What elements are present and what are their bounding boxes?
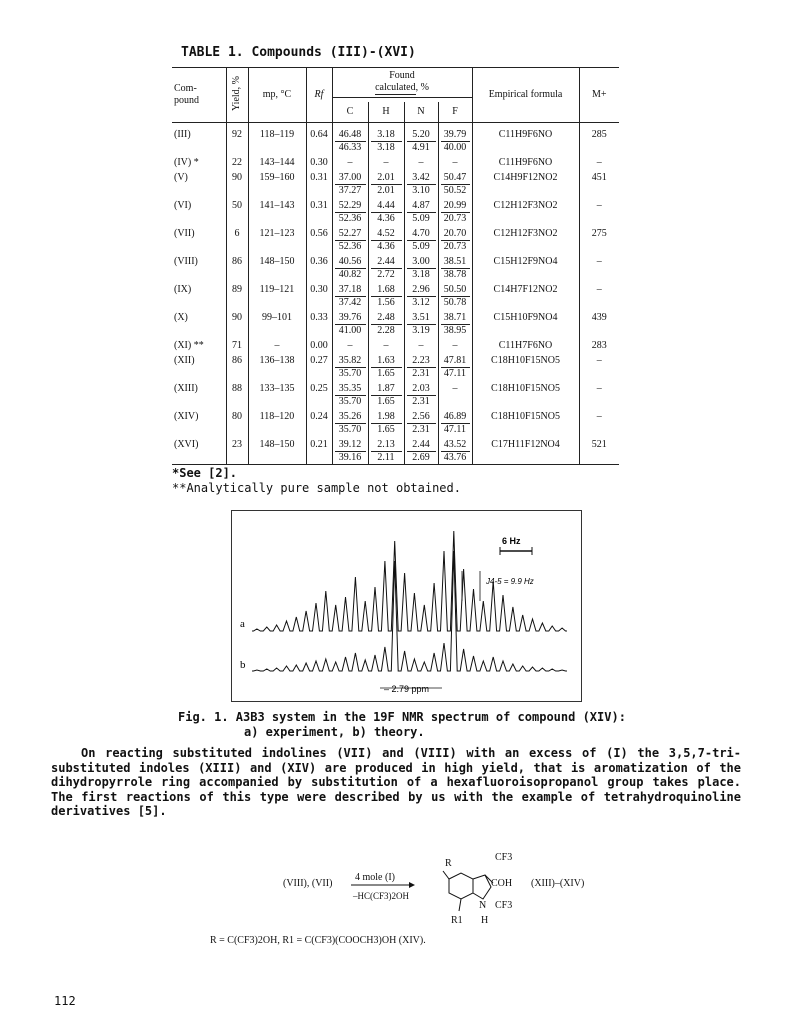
- value-calculated-n: 2.31: [412, 368, 430, 379]
- value-found-c: 39.12: [335, 439, 366, 452]
- cell-m: –: [579, 281, 619, 309]
- value-calculated-n: 3.12: [412, 297, 430, 308]
- header-percent: , %: [415, 82, 429, 93]
- cell-h: [368, 123, 404, 155]
- cell-m: 275: [579, 225, 619, 253]
- cell-c: [332, 380, 368, 408]
- indole-hydrogen: H: [481, 915, 489, 926]
- value-calculated-c: 35.70: [338, 368, 362, 379]
- cell-f: [438, 197, 472, 225]
- cell-m: –: [579, 253, 619, 281]
- cell-rf: 0.33: [306, 309, 332, 337]
- cell-mp: 99–101: [248, 309, 306, 337]
- cell-f: [438, 253, 472, 281]
- header-formula: Empirical formula: [472, 68, 579, 123]
- cell-formula: C14H9F12NO2: [472, 169, 579, 197]
- value-found-h: –: [383, 157, 389, 168]
- header-mp: mp, °C: [248, 68, 306, 123]
- cell-m: 521: [579, 436, 619, 465]
- cell-m: 283: [579, 337, 619, 352]
- cell-n: [404, 281, 438, 309]
- cell-n: [404, 169, 438, 197]
- table-title: TABLE 1. Compounds (III)-(XVI): [181, 45, 416, 60]
- cell-rf: 0.21: [306, 436, 332, 465]
- value-calculated-n: 2.69: [412, 452, 430, 463]
- cell-rf: 0.00: [306, 337, 332, 352]
- cell-rf: 0.27: [306, 352, 332, 380]
- value-calculated-h: 3.18: [377, 142, 395, 153]
- value-found-n: 3.51: [407, 312, 436, 325]
- cell-c: [332, 408, 368, 436]
- cell-c: [332, 309, 368, 337]
- value-found-h: 1.98: [371, 411, 402, 424]
- cell-c: [332, 281, 368, 309]
- cell-c: [332, 253, 368, 281]
- table-row: [172, 197, 619, 225]
- value-found-c: 46.48: [335, 129, 366, 142]
- value-found-n: 2.03: [407, 383, 436, 396]
- value-found-h: 1.87: [371, 383, 402, 396]
- cell-f: [438, 309, 472, 337]
- value-calculated-c: 40.82: [338, 269, 362, 280]
- value-found-h: 2.44: [371, 256, 402, 269]
- cell-mp: 133–135: [248, 380, 306, 408]
- cell-yield: 90: [226, 169, 248, 197]
- cell-mp: 118–120: [248, 408, 306, 436]
- cell-f: [438, 352, 472, 380]
- cell-yield: 71: [226, 337, 248, 352]
- reaction-arrow: [351, 880, 415, 890]
- value-found-f: 50.47: [441, 172, 470, 185]
- value-found-n: 5.20: [407, 129, 436, 142]
- cell-compound: (VI): [174, 200, 192, 211]
- cell-n: [404, 123, 438, 155]
- cell-rf: 0.31: [306, 197, 332, 225]
- value-calculated-c: 46.33: [338, 142, 362, 153]
- value-calculated-n: 3.19: [412, 325, 430, 336]
- value-calculated-h: 2.72: [377, 269, 395, 280]
- value-found-f: 20.99: [441, 200, 470, 213]
- cell-rf: 0.56: [306, 225, 332, 253]
- cell-compound: (XI) **: [174, 340, 204, 351]
- value-found-c: 37.18: [335, 284, 366, 297]
- table-row: [172, 380, 619, 408]
- value-found-c: 35.35: [335, 383, 366, 396]
- value-calculated-c: 35.70: [338, 424, 362, 435]
- cell-yield: 90: [226, 309, 248, 337]
- cell-yield: 6: [226, 225, 248, 253]
- page-number: 112: [54, 994, 76, 1008]
- value-found-n: 4.70: [407, 228, 436, 241]
- table-row: [172, 408, 619, 436]
- scheme-products: (XIII)–(XIV): [531, 878, 585, 889]
- cell-compound: (IV) *: [174, 157, 199, 168]
- cell-formula: C14H7F12NO2: [472, 281, 579, 309]
- cell-rf: 0.24: [306, 408, 332, 436]
- cell-c: [332, 225, 368, 253]
- header-n: N: [404, 102, 438, 123]
- cell-formula: C18H10F15NO5: [472, 408, 579, 436]
- value-found-n: 3.00: [407, 256, 436, 269]
- scheme-reagent-top: 4 mole (I): [355, 872, 395, 883]
- cell-n: [404, 352, 438, 380]
- cell-yield: 50: [226, 197, 248, 225]
- value-found-h: 4.52: [371, 228, 402, 241]
- value-found-h: 3.18: [371, 129, 402, 142]
- value-found-h: 4.44: [371, 200, 402, 213]
- table-row: [172, 169, 619, 197]
- value-found-f: 47.81: [441, 355, 470, 368]
- cell-f: [438, 123, 472, 155]
- value-found-f: –: [452, 340, 458, 351]
- cell-f: [438, 380, 472, 408]
- value-found-c: 39.76: [335, 312, 366, 325]
- cell-n: [404, 197, 438, 225]
- value-calculated-n: 5.09: [412, 241, 430, 252]
- cell-h: [368, 436, 404, 465]
- cell-mp: 136–138: [248, 352, 306, 380]
- cell-compound: (VIII): [174, 256, 198, 267]
- table-row: [172, 154, 619, 169]
- value-found-n: 3.42: [407, 172, 436, 185]
- cell-yield: 86: [226, 253, 248, 281]
- cell-m: –: [579, 408, 619, 436]
- nmr-spectrum-plot: [232, 511, 581, 701]
- cell-f: [438, 337, 472, 352]
- trace-b-theory: [252, 551, 567, 671]
- table-row: [172, 436, 619, 465]
- chemical-shift-label: – 2.79 ppm: [384, 684, 430, 694]
- value-calculated-f: 47.11: [443, 368, 467, 379]
- value-found-h: 2.13: [371, 439, 402, 452]
- cell-formula: C11H7F6NO: [472, 337, 579, 352]
- value-calculated-n: 3.10: [412, 185, 430, 196]
- header-f: F: [438, 102, 472, 123]
- cell-formula: C15H10F9NO4: [472, 309, 579, 337]
- cell-compound: (XIII): [174, 383, 198, 394]
- value-calculated-c: 52.36: [338, 241, 362, 252]
- figure-caption: [178, 710, 658, 740]
- table-row: [172, 309, 619, 337]
- value-found-c: 52.27: [335, 228, 366, 241]
- value-found-c: –: [347, 157, 353, 168]
- cell-n: [404, 337, 438, 352]
- value-calculated-h: 2.28: [377, 325, 395, 336]
- value-calculated-c: 41.00: [338, 325, 362, 336]
- compounds-table: [172, 67, 619, 465]
- cell-m: –: [579, 197, 619, 225]
- scheme-reactants: (VIII), (VII): [283, 878, 333, 889]
- cell-n: [404, 225, 438, 253]
- header-compound: Com- pound: [172, 68, 226, 123]
- cell-rf: 0.36: [306, 253, 332, 281]
- value-found-n: 2.56: [407, 411, 436, 424]
- cell-m: 451: [579, 169, 619, 197]
- cell-h: [368, 380, 404, 408]
- cell-yield: 80: [226, 408, 248, 436]
- cell-m: –: [579, 154, 619, 169]
- value-calculated-f: 38.78: [443, 269, 467, 280]
- value-calculated-c: 35.70: [338, 396, 362, 407]
- table-body: [172, 123, 619, 466]
- indole-structure: [435, 865, 505, 920]
- value-calculated-f: 20.73: [443, 213, 467, 224]
- cell-n: [404, 309, 438, 337]
- cell-formula: C17H11F12NO4: [472, 436, 579, 465]
- value-calculated-f: 50.78: [443, 297, 467, 308]
- caption-line-1: Fig. 1. A3B3 system in the 19F NMR spectrum of compound (XIV):: [178, 710, 626, 724]
- cell-formula: C11H9F6NO: [472, 154, 579, 169]
- cell-h: [368, 197, 404, 225]
- value-calculated-c: 37.27: [338, 185, 362, 196]
- cell-h: [368, 337, 404, 352]
- value-found-n: –: [418, 340, 424, 351]
- caption-line-2: a) experiment, b) theory.: [244, 725, 425, 739]
- cell-n: [404, 380, 438, 408]
- header-calculated: calculated: [375, 82, 416, 93]
- cell-yield: 23: [226, 436, 248, 465]
- header-c: C: [332, 102, 368, 123]
- cell-n: [404, 408, 438, 436]
- value-calculated-f: 47.11: [443, 424, 467, 435]
- substituent-r: R: [445, 858, 452, 869]
- value-calculated-n: 3.18: [412, 269, 430, 280]
- trace-b-label: b: [240, 659, 246, 671]
- cell-rf: 0.64: [306, 123, 332, 155]
- value-found-f: 43.52: [441, 439, 470, 452]
- value-calculated-c: 37.42: [338, 297, 362, 308]
- cell-compound: (VII): [174, 228, 195, 239]
- cell-mp: 119–121: [248, 281, 306, 309]
- header-m: M+: [579, 68, 619, 123]
- value-found-f: 50.50: [441, 284, 470, 297]
- cell-h: [368, 408, 404, 436]
- value-found-c: 35.82: [335, 355, 366, 368]
- cell-mp: 141–143: [248, 197, 306, 225]
- footnote-not-pure: **Analytically pure sample not obtained.: [172, 481, 461, 495]
- cell-c: [332, 197, 368, 225]
- value-found-f: –: [452, 157, 458, 168]
- cell-m: 439: [579, 309, 619, 337]
- value-calculated-f: 50.52: [443, 185, 467, 196]
- cell-h: [368, 154, 404, 169]
- cell-f: [438, 154, 472, 169]
- value-calculated-n: 5.09: [412, 213, 430, 224]
- table-row: [172, 253, 619, 281]
- value-calculated-h: 1.65: [377, 368, 395, 379]
- body-paragraph: On reacting substituted indolines (VII) and (VIII) with an excess of (I) the 3,5,7-tri-substituted indoles (XIII) and (XIV) are produced in high yield, that is aromatization of the dihydropyrrole ring accompanied by substitution of a hexafluoroisopropanol group takes place. The first reactions of this type were described by us with the example of tetrahydroquinoline derivatives [5].: [51, 746, 741, 818]
- cell-mp: –: [248, 337, 306, 352]
- cell-compound: (X): [174, 312, 188, 323]
- cell-h: [368, 352, 404, 380]
- cell-h: [368, 253, 404, 281]
- substituent-cf3-bottom: CF3: [495, 900, 513, 911]
- cell-rf: 0.30: [306, 154, 332, 169]
- footnote-see: *See [2].: [172, 466, 238, 480]
- cell-m: 285: [579, 123, 619, 155]
- cell-m: –: [579, 380, 619, 408]
- value-calculated-h: 1.65: [377, 424, 395, 435]
- value-found-f: 46.89: [441, 411, 470, 424]
- cell-n: [404, 253, 438, 281]
- cell-c: [332, 123, 368, 155]
- value-calculated-n: 2.31: [412, 424, 430, 435]
- value-calculated-f: 40.00: [443, 142, 467, 153]
- cell-c: [332, 436, 368, 465]
- table-footnotes: [172, 466, 461, 496]
- value-calculated-f: 20.73: [443, 241, 467, 252]
- value-calculated-h: 1.65: [377, 396, 395, 407]
- cell-f: [438, 281, 472, 309]
- value-found-f: 38.71: [441, 312, 470, 325]
- value-calculated-h: 4.36: [377, 241, 395, 252]
- value-found-f: 38.51: [441, 256, 470, 269]
- cell-compound: (XII): [174, 355, 195, 366]
- scale-label: 6 Hz: [502, 536, 521, 546]
- cell-mp: 143–144: [248, 154, 306, 169]
- cell-rf: 0.31: [306, 169, 332, 197]
- value-found-h: 2.48: [371, 312, 402, 325]
- cell-yield: 89: [226, 281, 248, 309]
- trace-a-label: a: [240, 618, 245, 630]
- value-found-h: 1.63: [371, 355, 402, 368]
- cell-yield: 92: [226, 123, 248, 155]
- header-rf: Rf: [306, 68, 332, 123]
- cell-n: [404, 154, 438, 169]
- cell-mp: 121–123: [248, 225, 306, 253]
- substituent-coh: COH: [491, 878, 513, 889]
- cell-mp: 148–150: [248, 253, 306, 281]
- value-found-f: –: [452, 383, 458, 394]
- value-found-n: 2.44: [407, 439, 436, 452]
- value-found-c: –: [347, 340, 353, 351]
- value-found-h: 2.01: [371, 172, 402, 185]
- value-found-n: –: [418, 157, 424, 168]
- value-found-c: 35.26: [335, 411, 366, 424]
- value-calculated-c: 39.16: [338, 452, 362, 463]
- cell-rf: 0.30: [306, 281, 332, 309]
- value-calculated-f: 38.95: [443, 325, 467, 336]
- value-found-c: 37.00: [335, 172, 366, 185]
- cell-h: [368, 225, 404, 253]
- value-found-f: 20.70: [441, 228, 470, 241]
- cell-h: [368, 309, 404, 337]
- table-row: [172, 281, 619, 309]
- table-row: [172, 337, 619, 352]
- cell-compound: (III): [174, 129, 191, 140]
- cell-h: [368, 281, 404, 309]
- cell-compound: (IX): [174, 284, 192, 295]
- cell-f: [438, 436, 472, 465]
- cell-formula: C15H12F9NO4: [472, 253, 579, 281]
- cell-compound: (V): [174, 172, 188, 183]
- reaction-scheme: [205, 852, 625, 950]
- cell-c: [332, 352, 368, 380]
- value-found-h: 1.68: [371, 284, 402, 297]
- table-row: [172, 225, 619, 253]
- value-calculated-n: 2.31: [412, 396, 430, 407]
- substituent-r1: R1: [451, 915, 463, 926]
- cell-mp: 148–150: [248, 436, 306, 465]
- cell-f: [438, 225, 472, 253]
- cell-mp: 159–160: [248, 169, 306, 197]
- cell-m: –: [579, 352, 619, 380]
- nmr-spectrum-figure: [231, 510, 582, 702]
- value-calculated-h: 2.11: [377, 452, 395, 463]
- value-found-n: 2.23: [407, 355, 436, 368]
- cell-yield: 86: [226, 352, 248, 380]
- cell-h: [368, 169, 404, 197]
- cell-formula: C18H10F15NO5: [472, 380, 579, 408]
- value-calculated-h: 2.01: [377, 185, 395, 196]
- cell-f: [438, 408, 472, 436]
- cell-formula: C12H12F3NO2: [472, 225, 579, 253]
- value-calculated-f: 43.76: [443, 452, 467, 463]
- header-yield: Yield, %: [226, 68, 248, 123]
- cell-formula: C12H12F3NO2: [472, 197, 579, 225]
- value-found-n: 4.87: [407, 200, 436, 213]
- value-found-c: 40.56: [335, 256, 366, 269]
- value-found-n: 2.96: [407, 284, 436, 297]
- table-row: [172, 123, 619, 155]
- cell-n: [404, 436, 438, 465]
- cell-compound: (XVI): [174, 439, 199, 450]
- value-calculated-c: 52.36: [338, 213, 362, 224]
- value-calculated-h: 1.56: [377, 297, 395, 308]
- value-calculated-h: 4.36: [377, 213, 395, 224]
- header-found-calculated: [332, 68, 472, 98]
- cell-c: [332, 154, 368, 169]
- cell-compound: (XIV): [174, 411, 199, 422]
- value-calculated-n: 4.91: [412, 142, 430, 153]
- cell-rf: 0.25: [306, 380, 332, 408]
- value-found-h: –: [383, 340, 389, 351]
- cell-c: [332, 169, 368, 197]
- scheme-definition: R = C(CF3)2OH, R1 = C(CF3)(COOCH3)OH (XIV).: [210, 935, 426, 946]
- header-h: H: [368, 102, 404, 123]
- cell-mp: 118–119: [248, 123, 306, 155]
- cell-f: [438, 169, 472, 197]
- scheme-reagent-bottom: –HC(CF3)2OH: [353, 891, 410, 901]
- cell-formula: C11H9F6NO: [472, 123, 579, 155]
- cell-yield: 22: [226, 154, 248, 169]
- substituent-cf3-top: CF3: [495, 852, 513, 863]
- header-found: Found: [389, 70, 415, 81]
- cell-yield: 88: [226, 380, 248, 408]
- value-found-c: 52.29: [335, 200, 366, 213]
- table-row: [172, 352, 619, 380]
- indole-nitrogen: N: [479, 900, 487, 911]
- coupling-label: J4-5 = 9.9 Hz: [486, 577, 534, 586]
- cell-formula: C18H10F15NO5: [472, 352, 579, 380]
- value-found-f: 39.79: [441, 129, 470, 142]
- cell-c: [332, 337, 368, 352]
